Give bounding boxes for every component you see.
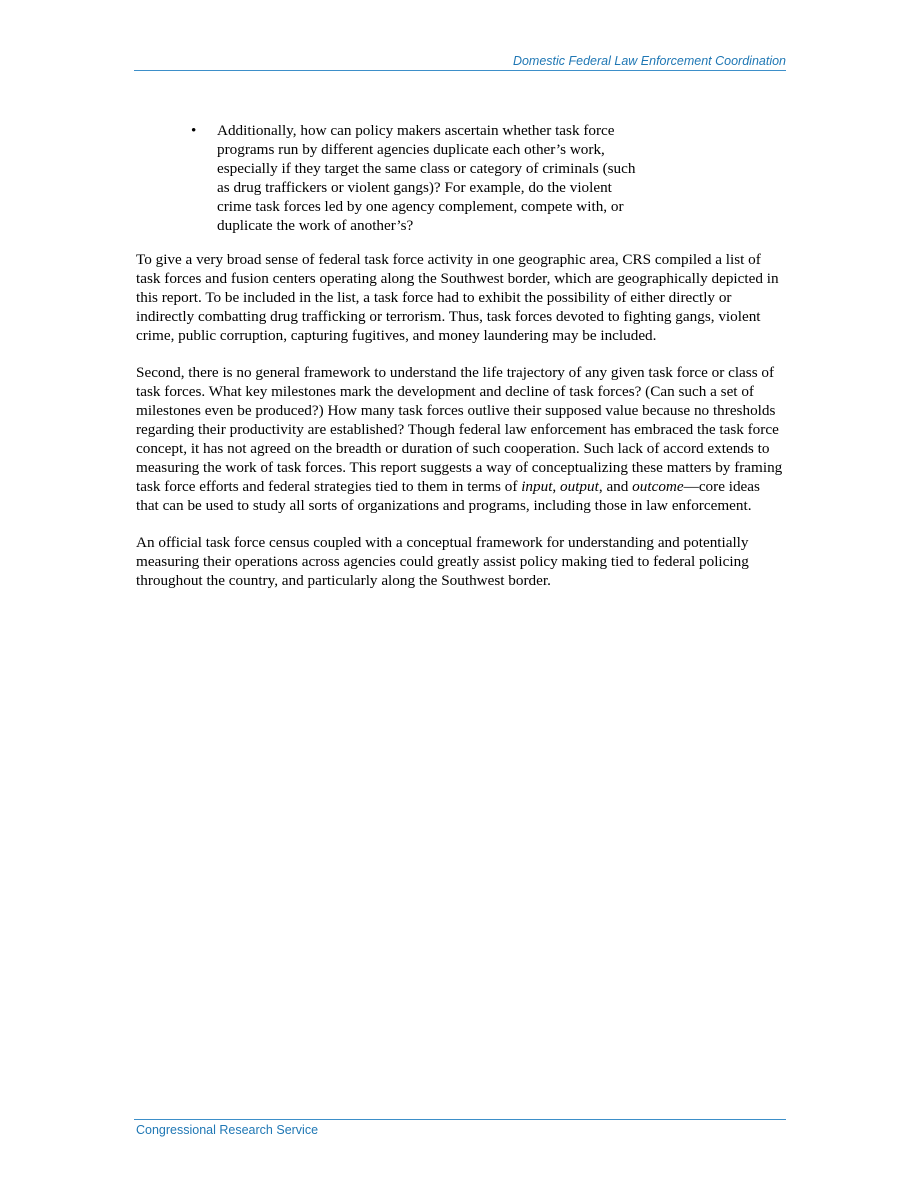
bullet-text: Additionally, how can policy makers ascertain whether task force programs run by different agencies duplicate each other’s work, especially if they target the same class or category of criminals (such as drug traffickers or violent gangs)? For example, do the violent crime task forces led by one agency complement, compete with, or duplicate the work of another’s? [217,122,636,234]
running-header-title: Domestic Federal Law Enforcement Coordination [512,54,786,68]
bullet-mark: • [191,122,197,139]
list-item [136,121,647,235]
separator: , [552,478,561,495]
term-output: output [560,478,599,495]
bullet-list [136,121,786,235]
paragraph-framework [136,363,786,515]
paragraph-framework-text: Second, there is no general framework to understand the life trajectory of any given task force or class of task forces. What key milestones mark the development and decline of task forces? (Can such a set of milestones even be produced?) How many task forces outlive their supposed value because no thresholds regarding their productivity are established? Though federal law enforcement has embraced the task force concept, it has not agreed on the breadth or duration of such cooperation. Such lack of accord extends to measuring the work of task forces. This report suggests a way of conceptualizing these matters by framing task force efforts and federal strategies tied to them in terms of [136,364,783,495]
document-body [136,121,786,608]
running-footer [134,1119,786,1138]
separator: , and [598,478,633,495]
paragraph-census: An official task force census coupled with a conceptual framework for understanding and potentially measuring their operations across agencies could greatly assist policy making tied to federal policing throughout the country, and particularly along the Southwest border. [136,534,749,589]
paragraph-framework-text-end: —core ideas that can be used to study all sorts of organizations and programs, including those in law enforcement. [136,478,760,514]
term-input: input [521,478,553,495]
running-header [134,54,786,71]
paragraph-task-force-list: To give a very broad sense of federal task force activity in one geographic area, CRS compiled a list of task forces and fusion centers operating along the Southwest border, which are geographically depicted in this report. To be included in the list, a task force had to exhibit the possibility of either directly or indirectly combatting drug trafficking or terrorism. Thus, task forces devoted to fighting gangs, violent crime, public corruption, capturing fugitives, and money laundering may be included. [136,251,779,344]
footer-organization: Congressional Research Service [136,1123,319,1137]
term-outcome: outcome [632,478,684,495]
